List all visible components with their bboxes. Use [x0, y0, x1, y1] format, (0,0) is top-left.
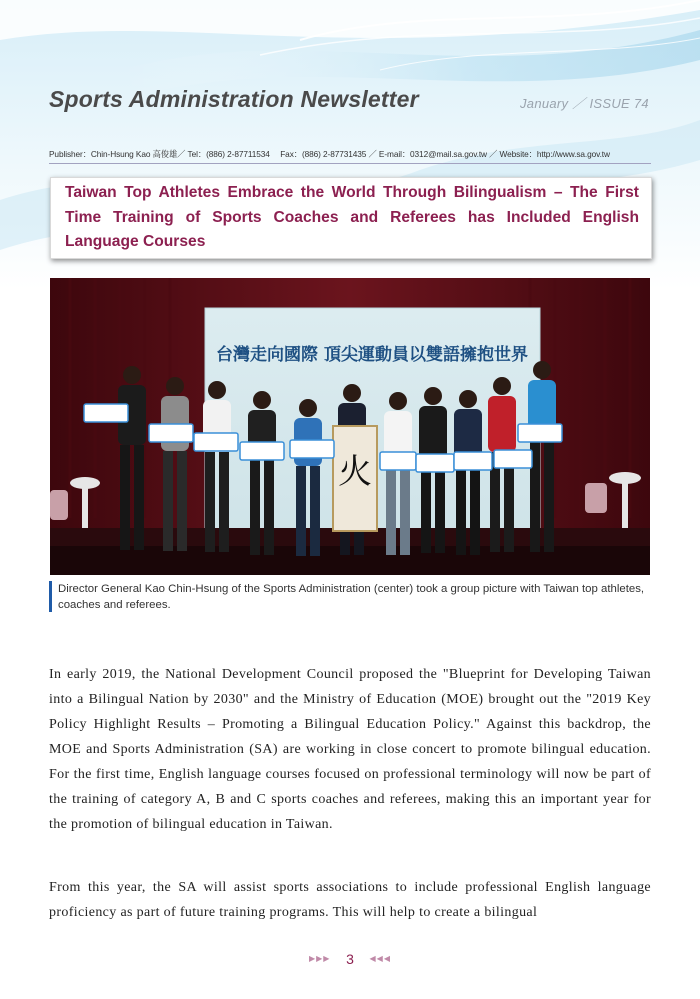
article-title-box	[50, 177, 652, 259]
masthead-title: Sports Administration Newsletter	[49, 86, 419, 112]
footer-right-arrows: ◀◀◀	[369, 954, 391, 964]
page-number: 3	[346, 950, 354, 967]
issue-label: January ／ ISSUE 74	[520, 96, 649, 111]
body-paragraph-2: From this year, the SA will assist sports associations to include professional English language proficiency as part of future training programs. This will help to create a bilingual	[49, 880, 651, 920]
svg-text:火: 火	[338, 452, 372, 492]
group-photo-illustration	[50, 278, 650, 575]
article-title: Taiwan Top Athletes Embrace the World Through Bilingualism – The First Time Training of Sports Coaches and Referees has Included English Language Courses	[65, 184, 639, 250]
group-photo	[50, 278, 650, 575]
footer-left-arrows: ▶▶▶	[309, 954, 331, 964]
caption-accent-bar	[49, 581, 52, 612]
body-paragraph-1: In early 2019, the National Development Council proposed the "Blueprint for Developing Taiwan into a Bilingual Nation by 2030" and the Ministry of Education (MOE) brought out the "2019 Key Policy Highlight Results – Promoting a Bilingual Education Policy." Against this backdrop, the MOE and Sports Administration (SA) are working in close concert to promote bilingual education. For the first time, English language courses focused on professional terminology will now be part of the training of category A, B and C sports coaches and referees, making this an important year for the promotion of bilingual education in Taiwan.	[49, 667, 651, 832]
publisher-divider	[49, 163, 651, 164]
photo-caption: Director General Kao Chin-Hsung of the Sports Administration (center) took a group picture with Taiwan top athletes, coaches and referees.	[58, 583, 645, 611]
publisher-line: Publisher：Chin-Hsung Kao 高俊雄／ Tel：(886) 2-87711534 Fax：(886) 2-87731435 ／ E-mail：0312@mail.sa.gov.tw ／ Website：http://www.sa.gov.tw	[49, 149, 610, 159]
backdrop-banner-text: 台灣走向國際 頂尖運動員以雙語擁抱世界	[216, 345, 528, 365]
page-footer	[0, 950, 700, 967]
